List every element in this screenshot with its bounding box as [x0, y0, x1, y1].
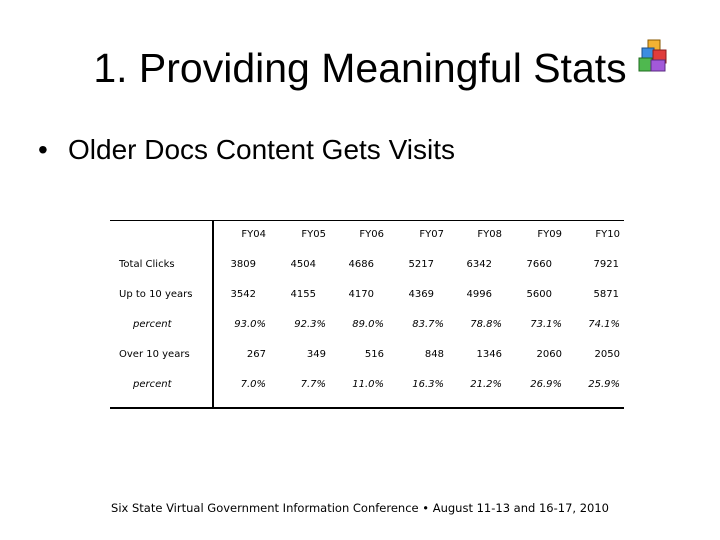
table-cell: 2060 — [536, 349, 562, 360]
header-cell: FY06 — [359, 229, 384, 240]
table-cell: 5600 — [526, 289, 552, 300]
row-label: percent — [133, 379, 172, 390]
table-cell: 78.8% — [470, 319, 502, 330]
row-label: Total Clicks — [119, 259, 175, 270]
slide-title: 1. Providing Meaningful Stats — [93, 45, 627, 91]
table-top-rule — [110, 220, 624, 221]
table-cell: 7921 — [593, 259, 619, 270]
header-cell: FY05 — [301, 229, 326, 240]
table-cell: 74.1% — [588, 319, 620, 330]
table-bottom-rule — [110, 407, 624, 409]
table-cell: 1346 — [476, 349, 502, 360]
table-cell: 7.0% — [240, 379, 266, 390]
header-cell: FY07 — [419, 229, 444, 240]
table-cell: 4686 — [348, 259, 374, 270]
table-cell: 26.9% — [530, 379, 562, 390]
table-cell: 7660 — [526, 259, 552, 270]
table-cell: 4369 — [408, 289, 434, 300]
table-cell: 3809 — [230, 259, 256, 270]
bullet-dot: • — [38, 134, 48, 165]
table-cell: 6342 — [466, 259, 492, 270]
colorful-blocks-icon — [636, 38, 672, 74]
bullet-text: Older Docs Content Gets Visits — [68, 134, 455, 165]
table-cell: 4504 — [290, 259, 316, 270]
stats-table — [110, 220, 624, 408]
table-cell: 4170 — [348, 289, 374, 300]
header-cell: FY09 — [537, 229, 562, 240]
table-cell: 11.0% — [352, 379, 384, 390]
table-cell: 89.0% — [352, 319, 384, 330]
table-cell: 25.9% — [588, 379, 620, 390]
table-cell: 516 — [364, 349, 384, 360]
table-cell: 7.7% — [300, 379, 326, 390]
table-cell: 16.3% — [412, 379, 444, 390]
slide-footer: Six State Virtual Government Information Conference • August 11-13 and 16-17, 2010 — [111, 501, 609, 515]
table-cell: 5217 — [408, 259, 434, 270]
bullet-item — [38, 130, 455, 170]
table-cell: 848 — [424, 349, 444, 360]
table-cell: 21.2% — [470, 379, 502, 390]
table-cell: 92.3% — [294, 319, 326, 330]
header-cell: FY04 — [241, 229, 266, 240]
row-label: Over 10 years — [119, 349, 190, 360]
table-cell: 267 — [246, 349, 266, 360]
header-cell: FY10 — [595, 229, 620, 240]
row-label: percent — [133, 319, 172, 330]
table-cell: 4996 — [466, 289, 492, 300]
header-cell: FY08 — [477, 229, 502, 240]
table-cell: 349 — [306, 349, 326, 360]
table-cell: 2050 — [594, 349, 620, 360]
table-cell: 83.7% — [412, 319, 444, 330]
table-cell: 4155 — [290, 289, 316, 300]
row-label: Up to 10 years — [119, 289, 193, 300]
table-cell: 3542 — [230, 289, 256, 300]
table-cell: 73.1% — [530, 319, 562, 330]
table-cell: 93.0% — [234, 319, 266, 330]
table-cell: 5871 — [593, 289, 619, 300]
